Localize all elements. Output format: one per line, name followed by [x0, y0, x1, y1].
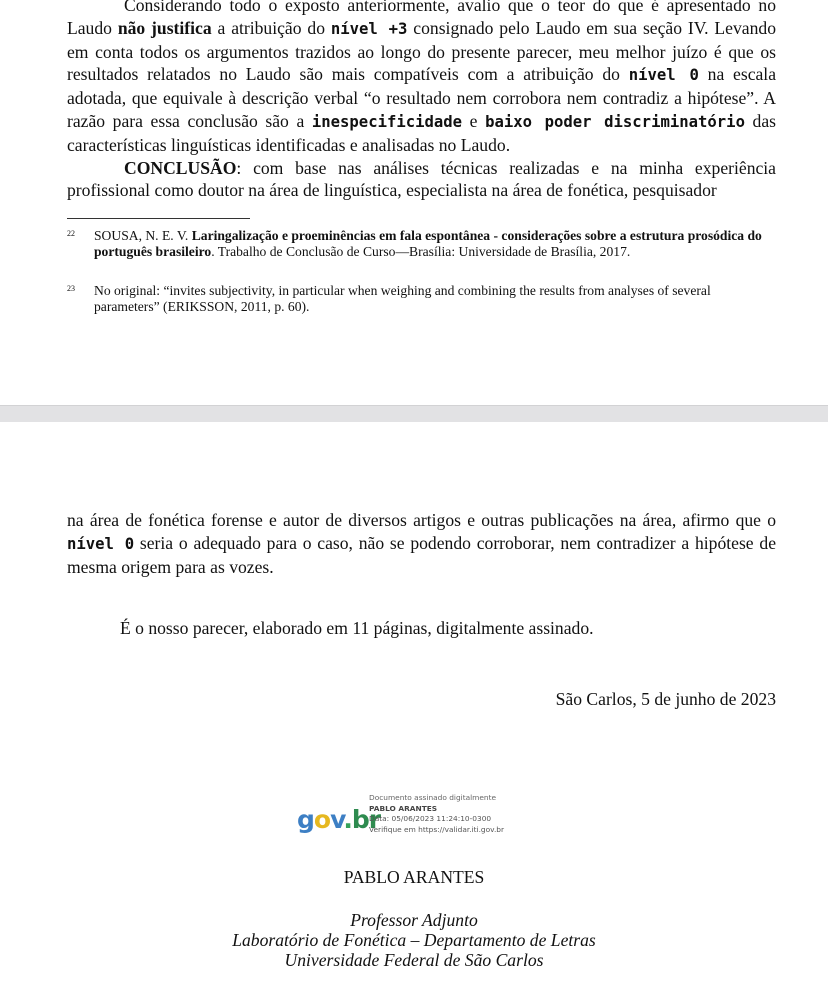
footnote-text: No original: “invites subjectivity, in particular when weighing and combining the results from analyses of several parameters” (ERIKSSON, 2011, p. 60). — [94, 283, 711, 314]
signature-date: Data: 05/06/2023 11:24:10-0300 — [369, 814, 492, 823]
text-span: na escala adotada, que equivale à descrição verbal “o resultado nem corrobora nem contradiz a hipótese”. A razão para essa conclusão são a — [67, 64, 777, 131]
closing-statement: É o nosso parecer, elaborado em 11 páginas, digitalmente assinado. — [120, 618, 594, 638]
level-term: nível +3 — [330, 19, 408, 38]
text-span: a atribuição do — [211, 17, 331, 38]
logo-letter: o — [313, 805, 331, 834]
document-page-2 — [0, 422, 828, 995]
affiliation-lab: Laboratório de Fonética – Departamento de Letras — [232, 930, 596, 951]
signature-heading: Documento assinado digitalmente — [369, 793, 497, 802]
bold-span: baixo poder discriminatório — [485, 112, 745, 131]
footnote-23 — [67, 283, 776, 314]
text-span: e — [462, 110, 486, 131]
footnote-number: 22 — [67, 229, 75, 238]
level-term: nível 0 — [67, 534, 135, 553]
footnote-text — [94, 228, 776, 259]
signer-affiliation — [0, 910, 828, 971]
text-span: SOUSA, N. E. V. — [94, 228, 192, 243]
place-and-date: São Carlos, 5 de junho de 2023 — [555, 689, 776, 709]
signature-name: PABLO ARANTES — [369, 803, 438, 813]
footnote-number: 23 — [67, 284, 75, 293]
affiliation-title: Professor Adjunto — [350, 910, 478, 930]
text-span: Considerando todo o exposto anteriormente, avalio que o teor do que é apresentado no Laudo — [67, 0, 776, 38]
signer-name: PABLO ARANTES — [343, 867, 485, 887]
page-separator — [0, 405, 828, 423]
bold-span: inespecificidade — [311, 112, 463, 131]
text-span: na área de fonética forense e autor de diversos artigos e outras publicações na área, afirmo que o — [67, 510, 776, 530]
bold-span: não justifica — [117, 17, 212, 38]
logo-letter: br — [351, 805, 381, 834]
signature-details — [369, 793, 504, 835]
paragraph-continuation — [67, 509, 776, 578]
affiliation-university: Universidade Federal de São Carlos — [284, 950, 544, 971]
paragraph-conclusion — [67, 157, 776, 203]
paragraph-assessment — [67, 0, 776, 157]
text-span: . Trabalho de Conclusão de Curso—Brasília: Universidade de Brasília, 2017. — [211, 243, 631, 259]
text-span: seria o adequado para o caso, não se podendo corroborar, nem contradizer a hipótese de mesma origem para as vozes. — [67, 532, 777, 577]
page2-body — [67, 509, 776, 578]
conclusion-heading: CONCLUSÃO — [124, 157, 237, 178]
logo-letter: v — [330, 805, 344, 834]
document-page-1 — [0, 0, 828, 405]
footnote-22 — [67, 228, 776, 259]
signature-verify-url: Verifique em https://validar.iti.gov.br — [369, 824, 505, 834]
text-span: : com base nas análises técnicas realizadas e na minha experiência profissional como doutor na área de linguística, especialista na área de fonética, pesquisador — [67, 157, 776, 201]
level-term: nível 0 — [628, 66, 699, 85]
text-span: consignado pelo Laudo em sua seção IV. Levando em conta todos os argumentos trazidos ao longo do presente parecer, meu melhor juízo é que os resultados relatados no Laudo são mais compatíveis com a atribuição do — [67, 17, 776, 85]
text-span: das características linguísticas identificadas e analisadas no Laudo. — [67, 110, 777, 155]
footnote-separator — [67, 218, 250, 219]
page1-body — [67, 0, 776, 202]
govbr-logo — [297, 805, 380, 834]
logo-letter: g — [297, 805, 314, 834]
digital-signature-stamp — [297, 793, 537, 845]
bold-span: Laringalização e proeminências em fala espontânea - considerações sobre a estrutura prosódica do português brasileiro — [94, 228, 762, 259]
logo-dot: . — [343, 805, 352, 834]
